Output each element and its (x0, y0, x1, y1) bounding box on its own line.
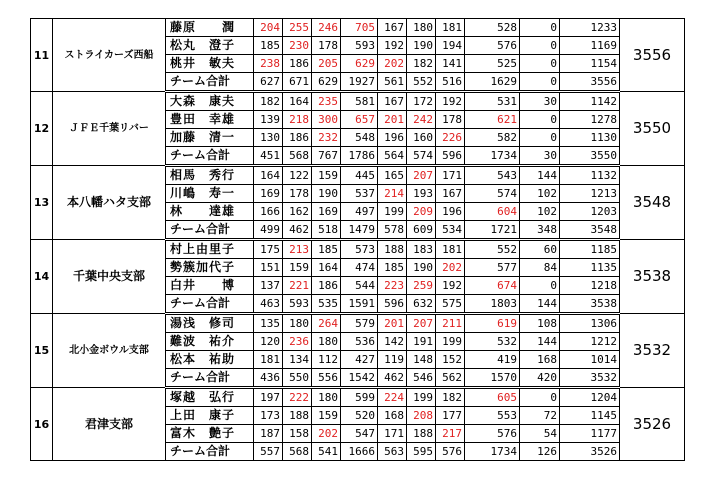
score-cell: 169 (254, 185, 283, 203)
score-cell: 605 (465, 388, 520, 407)
team-sum-label: チーム合計 (166, 221, 254, 240)
score-cell: 194 (436, 37, 465, 55)
score-cell: 190 (407, 37, 436, 55)
score-cell: 520 (341, 407, 378, 425)
score-cell: 255 (283, 19, 312, 37)
score-cell: 0 (520, 73, 560, 92)
score-cell: 178 (312, 37, 341, 55)
score-cell: 561 (378, 73, 407, 92)
player-name: 豊田 幸雄 (166, 111, 254, 129)
score-cell: 420 (520, 369, 560, 388)
score-cell: 1734 (465, 443, 520, 461)
score-cell: 122 (283, 166, 312, 185)
team-rank: 11 (31, 19, 53, 92)
score-cell: 427 (341, 351, 378, 369)
team-name: ストライカーズ西船 (53, 19, 166, 92)
team-grand-total: 3550 (620, 92, 685, 166)
score-cell: 547 (341, 425, 378, 443)
score-cell: 3538 (560, 295, 620, 314)
player-name: 藤原 潤 (166, 19, 254, 37)
score-cell: 1591 (341, 295, 378, 314)
score-cell: 236 (283, 333, 312, 351)
player-name: 白井 博 (166, 277, 254, 295)
score-cell: 576 (465, 425, 520, 443)
score-cell: 348 (520, 221, 560, 240)
score-cell: 632 (407, 295, 436, 314)
score-cell: 187 (254, 425, 283, 443)
player-row (31, 92, 685, 111)
score-cell: 568 (283, 147, 312, 166)
player-name: 加藤 清一 (166, 129, 254, 147)
score-cell: 1212 (560, 333, 620, 351)
score-cell: 445 (341, 166, 378, 185)
score-cell: 1145 (560, 407, 620, 425)
score-cell: 201 (378, 314, 407, 333)
score-cell: 596 (378, 295, 407, 314)
score-cell: 576 (465, 37, 520, 55)
score-cell: 230 (283, 37, 312, 55)
player-row (31, 240, 685, 259)
score-cell: 139 (254, 111, 283, 129)
score-cell: 84 (520, 259, 560, 277)
score-cell: 563 (378, 443, 407, 461)
score-cell: 1177 (560, 425, 620, 443)
score-cell: 532 (465, 333, 520, 351)
score-cell: 550 (283, 369, 312, 388)
score-cell: 535 (312, 295, 341, 314)
score-cell: 209 (407, 203, 436, 221)
score-cell: 657 (341, 111, 378, 129)
score-cell: 1203 (560, 203, 620, 221)
score-cell: 574 (465, 185, 520, 203)
player-name: 湯浅 修司 (166, 314, 254, 333)
score-cell: 218 (283, 111, 312, 129)
score-cell: 0 (520, 129, 560, 147)
player-name: 村上由里子 (166, 240, 254, 259)
score-cell: 1218 (560, 277, 620, 295)
score-cell: 575 (436, 295, 465, 314)
score-cell: 541 (312, 443, 341, 461)
score-cell: 1142 (560, 92, 620, 111)
score-cell: 181 (436, 240, 465, 259)
score-cell: 1154 (560, 55, 620, 73)
score-cell: 191 (407, 333, 436, 351)
player-name: 松丸 澄子 (166, 37, 254, 55)
score-cell: 148 (407, 351, 436, 369)
score-cell: 192 (436, 92, 465, 111)
team-name: 君津支部 (53, 388, 166, 461)
score-cell: 573 (341, 240, 378, 259)
score-cell: 3526 (560, 443, 620, 461)
score-cell: 232 (312, 129, 341, 147)
score-cell: 1132 (560, 166, 620, 185)
player-name: 川嶋 寿一 (166, 185, 254, 203)
score-cell: 562 (436, 369, 465, 388)
score-cell: 181 (254, 351, 283, 369)
score-cell: 108 (520, 314, 560, 333)
score-cell: 160 (407, 129, 436, 147)
score-cell: 159 (312, 407, 341, 425)
score-cell: 499 (254, 221, 283, 240)
score-cell: 102 (520, 203, 560, 221)
score-cell: 168 (378, 407, 407, 425)
score-cell: 552 (465, 240, 520, 259)
score-cell: 182 (407, 55, 436, 73)
player-name: 林 達雄 (166, 203, 254, 221)
score-cell: 238 (254, 55, 283, 73)
score-cell: 621 (465, 111, 520, 129)
score-cell: 207 (407, 314, 436, 333)
score-cell: 604 (465, 203, 520, 221)
score-cell: 0 (520, 19, 560, 37)
score-cell: 568 (283, 443, 312, 461)
score-cell: 207 (407, 166, 436, 185)
score-cell: 556 (312, 369, 341, 388)
team-rank: 16 (31, 388, 53, 461)
score-cell: 141 (436, 55, 465, 73)
score-cell: 199 (407, 388, 436, 407)
team-grand-total: 3556 (620, 19, 685, 92)
score-cell: 536 (341, 333, 378, 351)
team-name: 千葉中央支部 (53, 240, 166, 314)
score-cell: 199 (378, 203, 407, 221)
score-cell: 112 (312, 351, 341, 369)
score-cell: 144 (520, 166, 560, 185)
score-cell: 582 (465, 129, 520, 147)
player-name: 相馬 秀行 (166, 166, 254, 185)
score-cell: 177 (436, 407, 465, 425)
score-cell: 119 (378, 351, 407, 369)
score-cell: 159 (283, 259, 312, 277)
team-sum-label: チーム合計 (166, 295, 254, 314)
score-cell: 180 (283, 314, 312, 333)
player-name: 富木 艶子 (166, 425, 254, 443)
score-cell: 581 (341, 92, 378, 111)
team-rank: 13 (31, 166, 53, 240)
score-cell: 548 (341, 129, 378, 147)
team-rank: 14 (31, 240, 53, 314)
team-score-table (30, 18, 685, 461)
score-cell: 223 (378, 277, 407, 295)
score-cell: 518 (312, 221, 341, 240)
score-cell: 167 (378, 92, 407, 111)
player-name: 塚越 弘行 (166, 388, 254, 407)
score-cell: 534 (436, 221, 465, 240)
player-name: 桃井 敏夫 (166, 55, 254, 73)
score-cell: 151 (254, 259, 283, 277)
score-cell: 0 (520, 55, 560, 73)
score-cell: 451 (254, 147, 283, 166)
score-cell: 185 (254, 37, 283, 55)
team-sum-label: チーム合計 (166, 73, 254, 92)
score-cell: 30 (520, 147, 560, 166)
score-cell: 167 (436, 185, 465, 203)
score-cell: 3548 (560, 221, 620, 240)
score-cell: 1213 (560, 185, 620, 203)
score-cell: 164 (254, 166, 283, 185)
score-cell: 171 (378, 425, 407, 443)
score-cell: 259 (407, 277, 436, 295)
score-cell: 1204 (560, 388, 620, 407)
score-cell: 186 (283, 129, 312, 147)
score-cell: 192 (378, 37, 407, 55)
score-cell: 1014 (560, 351, 620, 369)
team-name: 北小金ボウル支部 (53, 314, 166, 388)
score-cell: 436 (254, 369, 283, 388)
score-cell: 162 (283, 203, 312, 221)
score-cell: 525 (465, 55, 520, 73)
score-cell: 1233 (560, 19, 620, 37)
score-cell: 180 (407, 19, 436, 37)
score-cell: 599 (341, 388, 378, 407)
score-cell: 0 (520, 111, 560, 129)
score-cell: 226 (436, 129, 465, 147)
score-cell: 463 (254, 295, 283, 314)
score-cell: 178 (283, 185, 312, 203)
score-cell: 196 (378, 129, 407, 147)
score-cell: 201 (378, 111, 407, 129)
team-grand-total: 3548 (620, 166, 685, 240)
score-cell: 300 (312, 111, 341, 129)
score-cell: 178 (436, 111, 465, 129)
score-cell: 629 (312, 73, 341, 92)
score-cell: 126 (520, 443, 560, 461)
score-cell: 172 (407, 92, 436, 111)
score-cell: 180 (312, 333, 341, 351)
score-cell: 578 (378, 221, 407, 240)
score-cell: 1721 (465, 221, 520, 240)
score-cell: 3550 (560, 147, 620, 166)
score-cell: 543 (465, 166, 520, 185)
score-cell: 1542 (341, 369, 378, 388)
score-cell: 1169 (560, 37, 620, 55)
team-grand-total: 3532 (620, 314, 685, 388)
score-cell: 60 (520, 240, 560, 259)
score-cell: 576 (436, 443, 465, 461)
score-cell: 564 (378, 147, 407, 166)
team-grand-total: 3526 (620, 388, 685, 461)
score-cell: 158 (283, 425, 312, 443)
player-name: 大森 康夫 (166, 92, 254, 111)
score-cell: 497 (341, 203, 378, 221)
score-cell: 211 (436, 314, 465, 333)
team-name: ＪＦＥ千葉リバー (53, 92, 166, 166)
score-cell: 264 (312, 314, 341, 333)
player-name: 難波 祐介 (166, 333, 254, 351)
player-name: 松本 祐助 (166, 351, 254, 369)
score-cell: 3532 (560, 369, 620, 388)
score-cell: 202 (312, 425, 341, 443)
score-cell: 183 (407, 240, 436, 259)
score-cell: 474 (341, 259, 378, 277)
score-cell: 188 (407, 425, 436, 443)
score-cell: 609 (407, 221, 436, 240)
score-cell: 217 (436, 425, 465, 443)
score-cell: 190 (312, 185, 341, 203)
score-cell: 537 (341, 185, 378, 203)
score-cell: 577 (465, 259, 520, 277)
score-cell: 190 (407, 259, 436, 277)
score-cell: 30 (520, 92, 560, 111)
score-cell: 188 (378, 240, 407, 259)
score-cell: 553 (465, 407, 520, 425)
score-cell: 1803 (465, 295, 520, 314)
score-cell: 134 (283, 351, 312, 369)
score-cell: 166 (254, 203, 283, 221)
score-cell: 142 (378, 333, 407, 351)
score-cell: 181 (436, 19, 465, 37)
score-cell: 1306 (560, 314, 620, 333)
team-name: 本八幡ハタ支部 (53, 166, 166, 240)
score-cell: 705 (341, 19, 378, 37)
score-cell: 462 (378, 369, 407, 388)
score-cell: 767 (312, 147, 341, 166)
score-cell: 593 (283, 295, 312, 314)
score-cell: 202 (436, 259, 465, 277)
team-grand-total: 3538 (620, 240, 685, 314)
score-cell: 159 (312, 166, 341, 185)
score-cell: 1130 (560, 129, 620, 147)
score-cell: 629 (341, 55, 378, 73)
score-cell: 557 (254, 443, 283, 461)
score-cell: 1666 (341, 443, 378, 461)
score-cell: 72 (520, 407, 560, 425)
score-cell: 196 (436, 203, 465, 221)
score-cell: 462 (283, 221, 312, 240)
score-cell: 1570 (465, 369, 520, 388)
score-cell: 235 (312, 92, 341, 111)
score-cell: 171 (436, 166, 465, 185)
score-cell: 1185 (560, 240, 620, 259)
score-cell: 130 (254, 129, 283, 147)
score-cell: 180 (312, 388, 341, 407)
player-name: 勢簇加代子 (166, 259, 254, 277)
score-cell: 182 (254, 92, 283, 111)
score-cell: 516 (436, 73, 465, 92)
score-cell: 186 (283, 55, 312, 73)
score-cell: 168 (520, 351, 560, 369)
score-cell: 221 (283, 277, 312, 295)
score-cell: 619 (465, 314, 520, 333)
score-cell: 596 (436, 147, 465, 166)
score-cell: 164 (312, 259, 341, 277)
score-cell: 188 (283, 407, 312, 425)
score-cell: 242 (407, 111, 436, 129)
score-cell: 186 (312, 277, 341, 295)
score-cell: 175 (254, 240, 283, 259)
score-cell: 1786 (341, 147, 378, 166)
score-cell: 152 (436, 351, 465, 369)
score-cell: 214 (378, 185, 407, 203)
score-cell: 544 (341, 277, 378, 295)
score-cell: 135 (254, 314, 283, 333)
score-cell: 165 (378, 166, 407, 185)
score-cell: 144 (520, 333, 560, 351)
score-cell: 222 (283, 388, 312, 407)
score-cell: 204 (254, 19, 283, 37)
score-cell: 674 (465, 277, 520, 295)
team-rank: 15 (31, 314, 53, 388)
score-cell: 3556 (560, 73, 620, 92)
score-cell: 528 (465, 19, 520, 37)
score-cell: 202 (378, 55, 407, 73)
team-rank: 12 (31, 92, 53, 166)
score-cell: 185 (378, 259, 407, 277)
score-cell: 169 (312, 203, 341, 221)
score-cell: 1927 (341, 73, 378, 92)
score-cell: 185 (312, 240, 341, 259)
score-cell: 120 (254, 333, 283, 351)
score-cell: 593 (341, 37, 378, 55)
score-cell: 137 (254, 277, 283, 295)
score-cell: 546 (407, 369, 436, 388)
player-row (31, 388, 685, 407)
score-cell: 0 (520, 37, 560, 55)
score-cell: 1629 (465, 73, 520, 92)
score-cell: 192 (436, 277, 465, 295)
score-cell: 144 (520, 295, 560, 314)
score-cell: 552 (407, 73, 436, 92)
score-cell: 224 (378, 388, 407, 407)
score-cell: 199 (436, 333, 465, 351)
score-cell: 574 (407, 147, 436, 166)
score-cell: 627 (254, 73, 283, 92)
score-cell: 1734 (465, 147, 520, 166)
score-cell: 1278 (560, 111, 620, 129)
score-cell: 246 (312, 19, 341, 37)
score-cell: 102 (520, 185, 560, 203)
score-cell: 0 (520, 277, 560, 295)
score-cell: 54 (520, 425, 560, 443)
team-sum-label: チーム合計 (166, 147, 254, 166)
score-cell: 205 (312, 55, 341, 73)
score-cell: 182 (436, 388, 465, 407)
score-cell: 173 (254, 407, 283, 425)
score-cell: 208 (407, 407, 436, 425)
team-sum-label: チーム合計 (166, 369, 254, 388)
score-cell: 579 (341, 314, 378, 333)
player-name: 上田 康子 (166, 407, 254, 425)
score-cell: 419 (465, 351, 520, 369)
score-cell: 531 (465, 92, 520, 111)
score-cell: 671 (283, 73, 312, 92)
score-cell: 197 (254, 388, 283, 407)
score-cell: 167 (378, 19, 407, 37)
score-cell: 1479 (341, 221, 378, 240)
score-cell: 213 (283, 240, 312, 259)
team-sum-label: チーム合計 (166, 443, 254, 461)
score-table-body (31, 19, 685, 461)
player-row (31, 19, 685, 37)
score-cell: 1135 (560, 259, 620, 277)
player-row (31, 314, 685, 333)
score-cell: 164 (283, 92, 312, 111)
player-row (31, 166, 685, 185)
score-cell: 193 (407, 185, 436, 203)
score-cell: 595 (407, 443, 436, 461)
score-cell: 0 (520, 388, 560, 407)
